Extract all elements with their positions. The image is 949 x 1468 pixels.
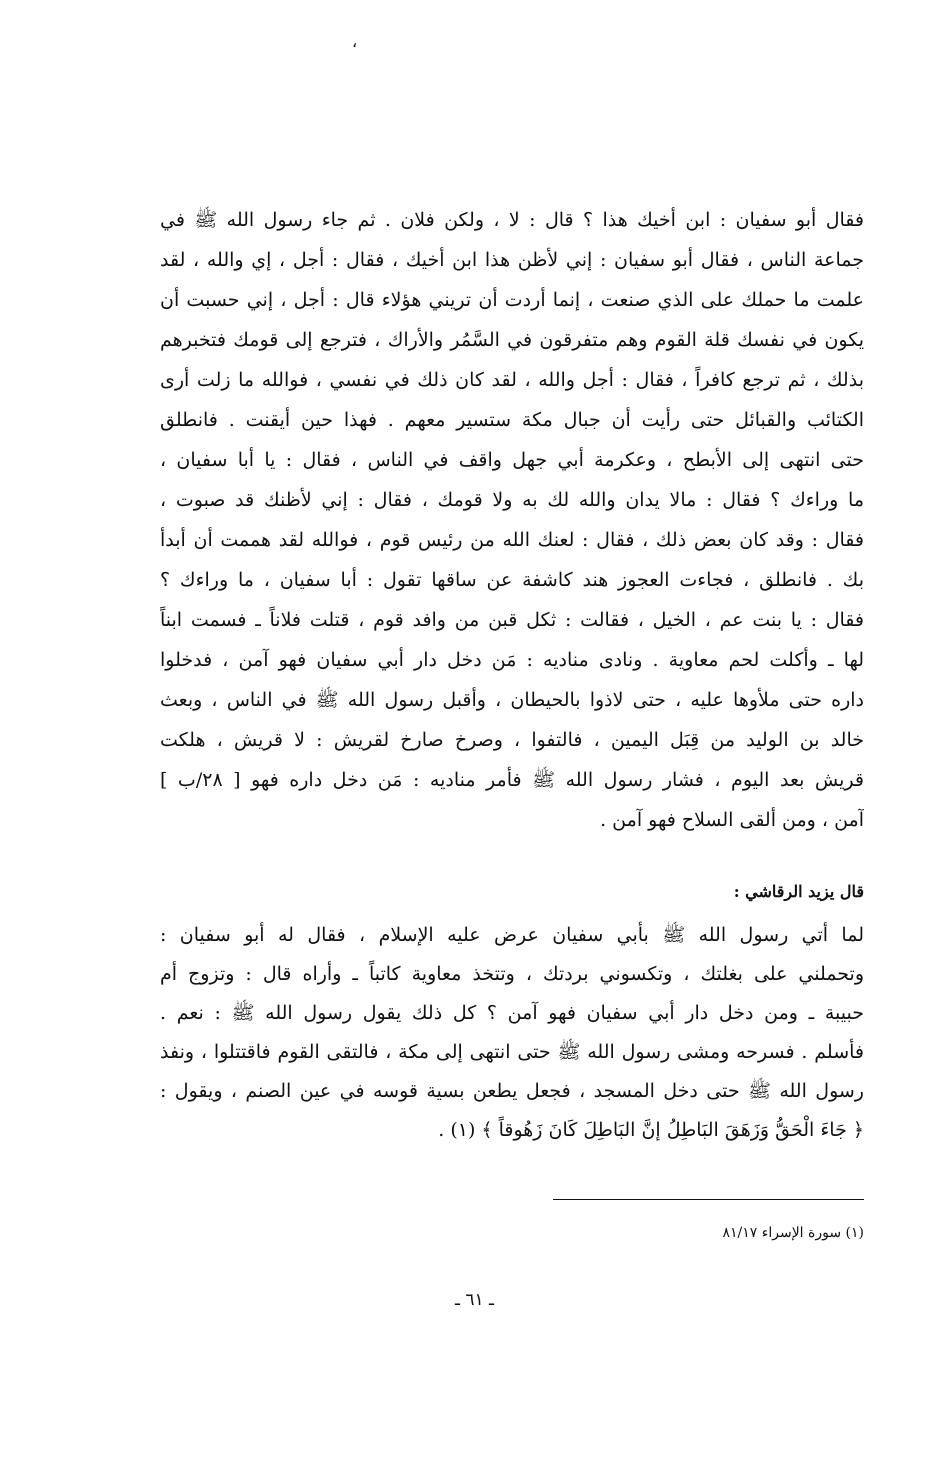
page-number: ـ ٦١ ـ [454, 1290, 495, 1310]
text-line: ما وراءك ؟ فقال : مالا يدان والله لك به ولا قومك ، فقال : إني لأظنك قد صبوت ، [160, 489, 864, 511]
text-line: بذلك ، ثم ترجع كافراً ، فقال : أجل والله ، لقد كان ذلك في نفسي ، فوالله ما زلت أرى [160, 369, 864, 391]
text-line: حتى انتهى إلى الأبطح ، وعكرمة أبي جهل واقف في الناس ، فقال : يا أبا سفيان ، [160, 449, 864, 471]
text-line: فقال : وقد كان بعض ذلك ، فقال : لعنك الله من رئيس قوم ، فوالله لقد هممت أن أبدأ [160, 529, 864, 551]
section-heading: قال يزيد الرقاشي : [733, 882, 864, 901]
text-line: فقال : يا بنت عم ، الخيل ، فقالت : ثكل قبن من وافد قوم ، قتلت فلاناً ـ فسمت ابناً [160, 609, 864, 631]
text-line: لما أتي رسول الله ﷺ بأبي سفيان عرض عليه الإسلام ، فقال له أبو سفيان : [160, 924, 864, 946]
text-line: الكتائب والقبائل حتى رأيت أن جبال مكة ستسير معهم . فهذا حين أيقنت . فانطلق [160, 409, 864, 431]
text-line: داره حتى ملأوها عليه ، حتى لاذوا بالحيطان ، وأقبل رسول الله ﷺ في الناس ، وبعث [160, 689, 864, 711]
text-line: فأسلم . فسرحه ومشى رسول الله ﷺ حتى انتهى إلى مكة ، فالتقى القوم فاقتتلوا ، ونفذ [160, 1041, 864, 1063]
text-line: رسول الله ﷺ حتى دخل المسجد ، فجعل يطعن بسية قوسه في عين الصنم ، ويقول : [160, 1080, 864, 1102]
quran-verse-line: ﴿ جَاءَ الْحَقُّ وَزَهَقَ البَاطِلُ إنَّ البَاطِلَ كَانَ زَهُوقاً ﴾ (١) . [438, 1119, 864, 1141]
paragraph-2 [160, 916, 864, 1150]
text-line: علمت ما حملك على الذي صنعت ، إنما أردت أن تريني هؤلاء قال : أجل ، إني حسبت أن [160, 289, 864, 311]
text-line: بك . فانطلق ، فجاءت العجوز هند كاشفة عن ساقها تقول : أبا سفيان ، ما وراءك ؟ [160, 569, 864, 591]
paragraph-1 [160, 200, 864, 840]
text-line: فقال أبو سفيان : ابن أخيك هذا ؟ قال : لا ، ولكن فلان . ثم جاء رسول الله ﷺ في [160, 209, 864, 231]
text-line: قريش بعد اليوم ، فشار رسول الله ﷺ فأمر مناديه : مَن دخل داره فهو [ ٢٨/ب ] [160, 769, 864, 791]
text-line: حبيبة ـ ومن دخل دار أبي سفيان فهو آمن ؟ كل ذلك يقول رسول الله ﷺ : نعم . [160, 1002, 864, 1024]
text-line: خالد بن الوليد من قِبَل اليمين ، فالتفوا ، وصرخ صارخ لقريش : لا قريش ، هلكت [160, 729, 864, 751]
text-line: وتحملني على بغلتك ، وتكسوني بردتك ، وتتخذ معاوية كاتباً ـ وأراه قال : وتزوج أم [160, 963, 864, 985]
text-line: آمن ، ومن ألقى السلاح فهو آمن . [600, 809, 864, 831]
top-mark: ، [352, 32, 358, 51]
footnote: (١) سورة الإسراء ٨١/١٧ [722, 1225, 864, 1241]
footnote-divider [553, 1199, 864, 1200]
text-line: لها ـ وأكلت لحم معاوية . ونادى مناديه : مَن دخل دار أبي سفيان فهو آمن ، فدخلوا [160, 649, 864, 671]
text-line: يكون في نفسك قلة القوم وهم متفرقون في السَّمُر والأراك ، فترجع إلى قومك فتخبرهم [160, 329, 864, 351]
text-line: جماعة الناس ، فقال أبو سفيان : إني لأظن هذا ابن أخيك ، فقال : أجل ، إي والله ، لقد [160, 249, 864, 271]
